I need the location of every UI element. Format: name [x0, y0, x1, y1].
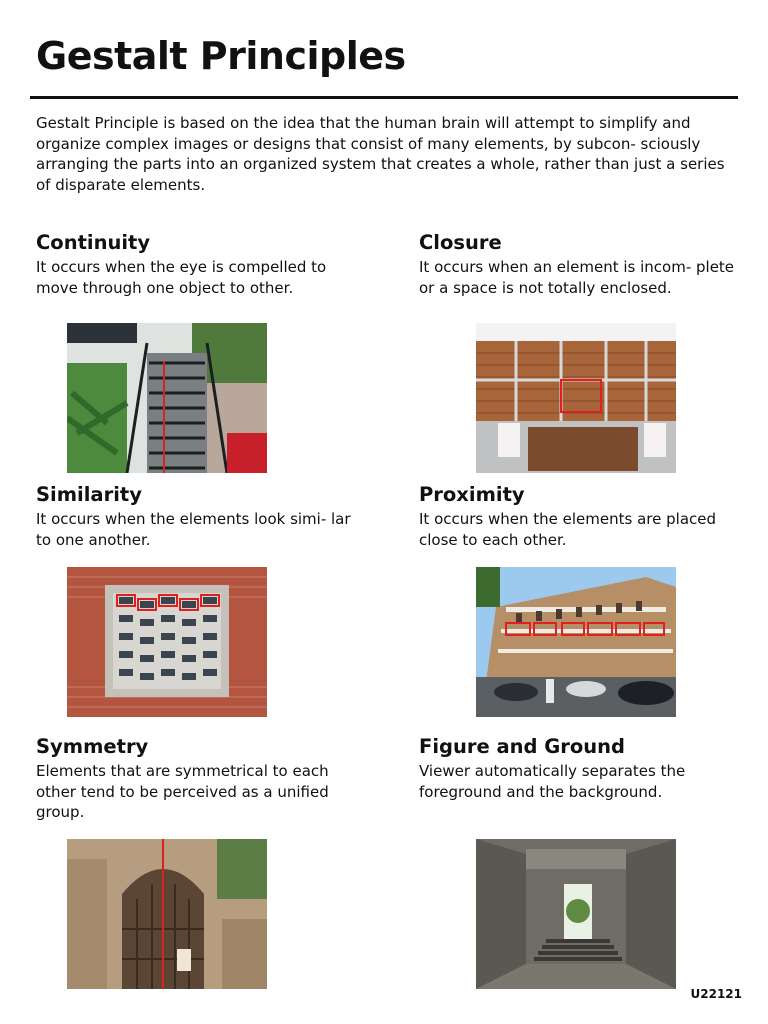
continuity-title: Continuity [36, 231, 151, 254]
page-title: Gestalt Principles [36, 34, 406, 78]
closure-description: It occurs when an element is incom- plete or a space is not totally enclosed. [419, 258, 735, 297]
figure-ground-photo [476, 839, 676, 989]
proximity-photo [476, 567, 676, 717]
closure-title: Closure [419, 231, 502, 254]
title-divider [30, 96, 738, 99]
similarity-photo [67, 567, 267, 717]
figure-ground-description: Viewer automatically separates the foreground and the background. [419, 762, 686, 801]
figure-ground-title: Figure and Ground [419, 735, 626, 758]
continuity-photo [67, 323, 267, 473]
continuity-description: It occurs when the eye is compelled to move through one object to other. [36, 258, 327, 297]
intro-paragraph: Gestalt Principle is based on the idea that the human brain will attempt to simplify and organize complex images or designs that consist of many elements, by subcon- sciously arranging the parts into an organized system that creates a whole, rather than just a series of disparate elements. [36, 114, 725, 194]
document-code: U22121 [690, 987, 742, 1001]
symmetry-title: Symmetry [36, 735, 149, 758]
closure-photo [476, 323, 676, 473]
proximity-description: It occurs when the elements are placed close to each other. [419, 510, 717, 549]
similarity-title: Similarity [36, 483, 142, 506]
symmetry-description: Elements that are symmetrical to each other tend to be perceived as a unified group. [36, 762, 329, 821]
symmetry-photo [67, 839, 267, 989]
proximity-title: Proximity [419, 483, 525, 506]
similarity-description: It occurs when the elements look simi- lar to one another. [36, 510, 351, 549]
